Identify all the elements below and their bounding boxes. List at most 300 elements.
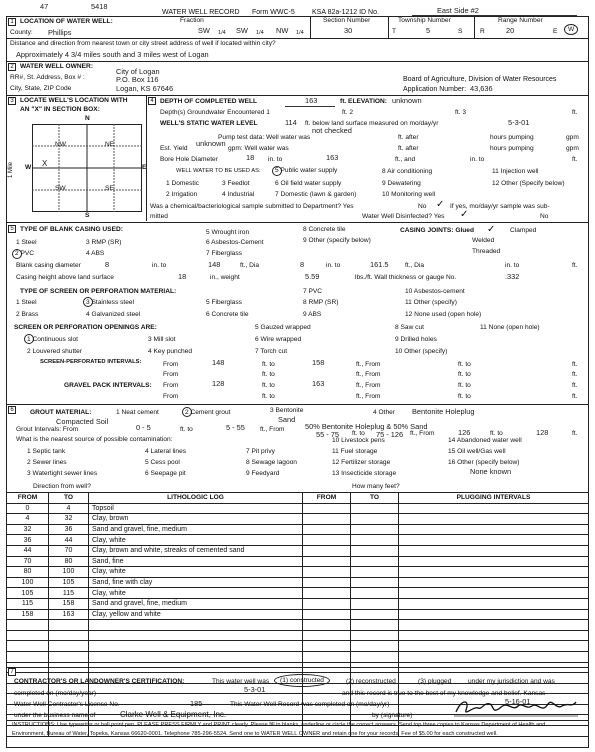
log-from-cell: 36 xyxy=(7,535,49,546)
use-7[interactable]: 7 Domestic (lawn & garden) xyxy=(275,191,357,198)
instructions-1: INSTRUCTIONS: Use typewriter or ball point pen. PLEASE PRESS FIRMLY and PRINT clearly. Please fill in blanks, underline or circle the correct answers. Send top three copies to Kansas Department of Health and xyxy=(12,722,546,728)
diameter-to-1: 148 xyxy=(208,260,221,269)
plug-to-cell xyxy=(351,545,399,556)
log-to-cell: 100 xyxy=(49,567,89,578)
cert-true-record: and this record is true to the best of my knowledge and belief. Kansas xyxy=(342,690,546,697)
opening-10[interactable]: 10 Other (specify) xyxy=(395,348,448,355)
ksa-label: KSA 82a-1212 ID No. xyxy=(312,9,379,16)
log-to-cell xyxy=(49,641,89,652)
log-header-plug-from: FROM xyxy=(303,493,351,504)
township-s: S xyxy=(458,28,463,35)
source-9[interactable]: 9 Feedyard xyxy=(246,470,280,477)
screen-8[interactable]: 8 RMP (SR) xyxy=(303,299,339,306)
plug-interval-cell xyxy=(399,609,589,620)
not-checked: not checked xyxy=(312,126,352,135)
cert-record-date: 5-16-01 xyxy=(505,697,531,706)
table-row xyxy=(7,556,589,567)
log-to-cell xyxy=(49,630,89,641)
log-from-cell: 115 xyxy=(7,598,49,609)
yield-label: Est. Yield xyxy=(160,145,188,152)
elevation-value: unknown xyxy=(392,96,422,105)
address-label: RR#, St. Address, Box # : xyxy=(10,74,85,81)
opening-8[interactable]: 8 Saw cut xyxy=(395,324,424,331)
opening-11[interactable]: 11 None (open hole) xyxy=(480,324,540,331)
source-13[interactable]: 13 Insecticide storage xyxy=(332,470,397,477)
perforated-from-label-2: From xyxy=(163,371,179,378)
use-5[interactable]: 5 Public water supply xyxy=(275,167,338,174)
use-11[interactable]: 11 Injection well xyxy=(492,168,539,175)
plug-to-cell xyxy=(351,535,399,546)
screen-4[interactable]: 4 Galvanized steel xyxy=(86,311,141,318)
source-1[interactable]: 1 Septic tank xyxy=(27,448,66,455)
cert-constructed[interactable]: (1) constructed xyxy=(280,677,324,684)
id-number: East Side #2 xyxy=(437,6,479,15)
casing-type-1[interactable]: 1 Steel xyxy=(16,239,37,246)
log-to-cell: 4 xyxy=(49,503,89,514)
source-15[interactable]: 15 Oil well/Gas well xyxy=(448,448,506,455)
grout-interval-3a: 126 xyxy=(458,428,471,437)
grout-other-value: Bentonite Holeplug xyxy=(412,407,475,416)
plug-from-cell xyxy=(303,545,351,556)
grout-compacted: Compacted Soil xyxy=(56,417,109,426)
use-2[interactable]: 2 Irrigation xyxy=(166,191,198,198)
perforated-ft-2: ft. xyxy=(572,371,578,378)
screen-12[interactable]: 12 None used (open hole) xyxy=(405,311,482,318)
gravel-ft-to: ft. to xyxy=(262,382,275,389)
plug-interval-cell xyxy=(399,630,589,641)
log-to-cell: 70 xyxy=(49,545,89,556)
plug-from-cell xyxy=(303,556,351,567)
plug-to-cell xyxy=(351,514,399,525)
none-known: None known xyxy=(470,467,512,476)
chem-question: Was a chemical/bacteriological sample submitted to Department? Yes xyxy=(150,203,354,210)
log-to-cell xyxy=(49,651,89,662)
fraction-3: NW xyxy=(276,26,289,35)
gw-ft3: ft. 3 xyxy=(455,109,466,116)
log-from-cell: 70 xyxy=(7,556,49,567)
cert-plugged[interactable]: (3) plugged xyxy=(418,678,452,685)
bore-in-to-2: in. to xyxy=(470,156,485,163)
gravel-from-label-2: From xyxy=(163,393,179,400)
grout-interval-1a: 0 - 5 xyxy=(136,423,151,432)
screen-7[interactable]: 7 PVC xyxy=(303,288,323,295)
township-label: Township Number xyxy=(398,17,451,24)
range-e: E xyxy=(553,28,558,35)
log-from-cell: 0 xyxy=(7,503,49,514)
log-from-cell xyxy=(7,620,49,631)
section-7-num: 7 xyxy=(8,668,16,676)
log-description-cell: Clay, brown xyxy=(89,514,303,525)
plug-interval-cell xyxy=(399,620,589,631)
static-value: 114 xyxy=(285,118,297,127)
source-5[interactable]: 5 Cess pool xyxy=(145,459,180,466)
plug-to-cell xyxy=(351,524,399,535)
grid-ne: NE xyxy=(105,141,115,148)
joints-welded[interactable]: Welded xyxy=(472,237,495,244)
cert-reconstructed[interactable]: (2) reconstructed xyxy=(346,678,396,685)
header-num-mid: 5418 xyxy=(91,2,108,11)
cert-well-was: This water well was xyxy=(212,678,270,685)
board-label: Board of Agriculture, Division of Water Resources xyxy=(403,76,557,83)
chem-tail: If yes, mo/day/yr sample was sub- xyxy=(450,203,550,210)
log-from-cell: 4 xyxy=(7,514,49,525)
grout-3[interactable]: 3 Bentonite xyxy=(270,407,304,414)
yield-gpm: gpm xyxy=(566,145,579,152)
grout-1[interactable]: 1 Neat cement xyxy=(116,409,159,416)
perforated-ft-to-3: ft. to xyxy=(262,371,275,378)
section-number-label: Section Number xyxy=(323,17,371,24)
log-description-cell xyxy=(89,620,303,631)
table-row xyxy=(7,630,589,641)
chem-no[interactable]: No xyxy=(418,203,427,210)
grout-mix: 50% Bentonite Holeplug & 50% Sand xyxy=(305,422,428,431)
plug-to-cell xyxy=(351,641,399,652)
table-row xyxy=(7,514,589,525)
how-many-label: How many feet? xyxy=(352,483,400,490)
owner-label: WATER WELL OWNER: xyxy=(20,63,94,70)
log-description-cell: Clay, white xyxy=(89,535,303,546)
direction-label: Direction from well? xyxy=(33,483,91,490)
opening-4[interactable]: 4 Key punched xyxy=(148,348,192,355)
screen-1[interactable]: 1 Steel xyxy=(16,299,37,306)
screen-5[interactable]: 5 Fiberglass xyxy=(206,299,242,306)
gravel-to: 163 xyxy=(312,379,325,388)
county-value: Phillips xyxy=(48,28,72,37)
casing-type-4[interactable]: 4 ABS xyxy=(86,250,105,257)
disinfected-label: Water Well Disinfected? Yes xyxy=(362,213,445,220)
plug-from-cell xyxy=(303,651,351,662)
gravel-ft-to-3: ft. to xyxy=(262,393,275,400)
plug-interval-cell xyxy=(399,535,589,546)
chem-mitted: mitted xyxy=(150,213,168,220)
grout-ft-from-1: ft., From xyxy=(260,426,285,433)
distance-label: Distance and direction from nearest town or city street address of well if located within city? xyxy=(10,40,276,47)
screen-6[interactable]: 6 Concrete tile xyxy=(206,311,249,318)
plug-from-cell xyxy=(303,503,351,514)
perforated-ft: ft. xyxy=(572,361,578,368)
plug-to-cell xyxy=(351,503,399,514)
log-to-cell: 158 xyxy=(49,598,89,609)
use-12[interactable]: 12 Other (Specify below) xyxy=(492,180,565,187)
log-to-cell: 115 xyxy=(49,588,89,599)
screen-2[interactable]: 2 Brass xyxy=(16,311,39,318)
plug-to-cell xyxy=(351,556,399,567)
log-header-lithologic: LITHOLOGIC LOG xyxy=(89,493,303,504)
log-description-cell: Clay, brown and white, streaks of cemented sand xyxy=(89,545,303,556)
signature xyxy=(452,694,580,720)
table-row xyxy=(7,620,589,631)
casing-type-8[interactable]: 8 Concrete tile xyxy=(303,226,346,233)
pump-ft-after: ft. after xyxy=(398,134,419,141)
grout-interval-3b: 128 xyxy=(536,428,549,437)
use-label: WELL WATER TO BE USED AS: xyxy=(176,168,261,174)
grout-ft-to-2: ft. to xyxy=(352,430,365,437)
range-r: R xyxy=(480,28,485,35)
diameter-2: 8 xyxy=(300,260,305,269)
yield-value: unknown xyxy=(196,139,226,148)
log-from-cell: 158 xyxy=(7,609,49,620)
perforated-ft-from: ft., From xyxy=(356,361,381,368)
source-4[interactable]: 4 Lateral lines xyxy=(145,448,187,455)
log-to-cell: 105 xyxy=(49,577,89,588)
yield-ft-after: ft. after xyxy=(398,145,419,152)
plug-interval-cell xyxy=(399,524,589,535)
openings-label: SCREEN OR PERFORATION OPENINGS ARE: xyxy=(14,324,157,331)
cert-business-name: Clarke Well & Equipment, Inc. xyxy=(120,710,227,719)
county-label: County: xyxy=(10,29,33,36)
disinfected-check-icon: ✓ xyxy=(460,209,469,220)
source-3[interactable]: 3 Watertight sewer lines xyxy=(27,470,98,477)
section-6-num: 6 xyxy=(8,406,16,414)
bore-ft-and: ft., and xyxy=(395,156,416,163)
source-14[interactable]: 14 Abandoned water well xyxy=(448,437,522,444)
log-to-cell: 44 xyxy=(49,535,89,546)
source-6[interactable]: 6 Seepage pit xyxy=(145,470,186,477)
grout-ft-to-3: ft. to xyxy=(490,430,503,437)
chem-no-check-icon: ✓ xyxy=(436,199,445,210)
csz-label: City, State, ZIP Code xyxy=(10,85,72,92)
plug-interval-cell xyxy=(399,556,589,567)
source-2[interactable]: 2 Sewer lines xyxy=(27,459,67,466)
casing-type-5[interactable]: 5 Wrought iron xyxy=(206,229,250,236)
gravel-ft-from-2: ft., From xyxy=(356,393,381,400)
glued-check-icon: ✓ xyxy=(487,224,496,235)
pump-hours: hours pumping xyxy=(490,134,534,141)
app-number: 43,636 xyxy=(470,84,493,93)
log-to-cell: 32 xyxy=(49,514,89,525)
plug-interval-cell xyxy=(399,598,589,609)
fraction-label: Fraction xyxy=(180,17,204,24)
cert-completed-date: 5-3-01 xyxy=(244,685,266,694)
plug-from-cell xyxy=(303,588,351,599)
opening-5[interactable]: 5 Gauzed wrapped xyxy=(255,324,311,331)
range-number: 20 xyxy=(506,26,515,35)
log-from-cell: 44 xyxy=(7,545,49,556)
perforated-ft-to-4: ft. to xyxy=(458,371,471,378)
plug-from-cell xyxy=(303,609,351,620)
plug-interval-cell xyxy=(399,514,589,525)
wall-label: lbs./ft. Wall thickness or gauge No. xyxy=(355,274,457,281)
plug-interval-cell xyxy=(399,588,589,599)
diameter-in-to-3: in. to xyxy=(505,262,520,269)
static-label: WELL'S STATIC WATER LEVEL xyxy=(160,120,258,127)
opening-2[interactable]: 2 Louvered shutter xyxy=(27,348,82,355)
locate-label-2: AN "X" IN SECTION BOX: xyxy=(20,106,100,113)
grout-label: GROUT MATERIAL: xyxy=(30,409,92,416)
source-7[interactable]: 7 Pit privy xyxy=(246,448,275,455)
cert-completed-label: completed on (mo/day/year) xyxy=(14,690,97,697)
grid-s: S xyxy=(85,212,90,219)
joints-threaded[interactable]: Threaded xyxy=(472,248,501,255)
plug-interval-cell xyxy=(399,503,589,514)
log-description-cell: Clay, white xyxy=(89,588,303,599)
diameter-to-2: 161.5 xyxy=(370,260,389,269)
source-10[interactable]: 10 Livestock pens xyxy=(332,437,385,444)
table-row xyxy=(7,598,589,609)
use-9[interactable]: 9 Dewatering xyxy=(382,180,421,187)
grid-se: SE xyxy=(105,185,114,192)
fraction-2: SW xyxy=(236,26,248,35)
diameter-in-to: in. to xyxy=(152,262,167,269)
section-1-num: 1 xyxy=(8,18,16,26)
log-description-cell: Sand and gravel, fine, medium xyxy=(89,524,303,535)
instructions-2: Environment, Bureau of Water, Topeka, Kansas 66620-0001. Telephone 785-296-5524. Send one to WATER WELL OWNER and retain one for your records. Fee of $5.00 for each constructed well. xyxy=(12,731,498,737)
gravel-ft: ft. xyxy=(572,382,578,389)
section-4-num: 4 xyxy=(148,97,156,105)
log-from-cell xyxy=(7,651,49,662)
bore-ft: ft. xyxy=(572,156,578,163)
opening-9[interactable]: 9 Drilled holes xyxy=(395,336,437,343)
mile-label: 1 Mile xyxy=(8,161,14,178)
owner-name: City of Logan xyxy=(116,67,160,76)
casing-label: TYPE OF BLANK CASING USED: xyxy=(20,226,123,233)
fraction-2-unit: 1/4 xyxy=(256,30,264,36)
cert-license-number: 185 xyxy=(190,699,203,708)
cert-license-label: Water Well Contractor's License No. xyxy=(14,701,120,708)
diameter-ft: ft. xyxy=(572,262,578,269)
diameter-ft-dia-2: ft., Dia xyxy=(405,262,425,269)
section-grid[interactable] xyxy=(32,124,142,212)
gravel-from: 128 xyxy=(212,379,225,388)
log-from-cell: 32 xyxy=(7,524,49,535)
disinfected-no[interactable]: No xyxy=(540,213,549,220)
use-8[interactable]: 8 Air conditioning xyxy=(382,168,433,175)
wall-value: .332 xyxy=(505,272,520,281)
log-to-cell: 163 xyxy=(49,609,89,620)
gravel-ft-to-2: ft. to xyxy=(458,382,471,389)
bore-label: Bore Hole Diameter xyxy=(160,156,218,163)
casing-type-2[interactable]: 2 PVC xyxy=(15,250,35,257)
cert-record-completed: This Water Well Record was completed on (mo/day/yr) xyxy=(230,701,390,708)
perforated-from-label: From xyxy=(163,361,179,368)
township-number: 5 xyxy=(426,26,431,35)
diameter-in-to-2: in. to xyxy=(326,262,341,269)
opening-3[interactable]: 3 Mill slot xyxy=(148,336,176,343)
plug-interval-cell xyxy=(399,577,589,588)
location-label: LOCATION OF WATER WELL: xyxy=(20,18,113,25)
plug-from-cell xyxy=(303,620,351,631)
use-6[interactable]: 6 Oil field water supply xyxy=(275,180,342,187)
address-value: P.O. Box 116 xyxy=(116,75,159,84)
gw-ft2: ft. 2 xyxy=(342,109,353,116)
section-3-num: 3 xyxy=(8,97,16,105)
gravel-from-label: From xyxy=(163,382,179,389)
log-to-cell: 36 xyxy=(49,524,89,535)
depth-label: DEPTH OF COMPLETED WELL xyxy=(160,98,258,105)
perforated-from: 148 xyxy=(212,358,225,367)
grid-nw: NW xyxy=(55,141,66,148)
gw-ft: ft. xyxy=(572,109,578,116)
screen-10[interactable]: 10 Asbestos-cement xyxy=(405,288,465,295)
screen-11[interactable]: 11 Other (specify) xyxy=(405,299,457,306)
screen-3[interactable]: 3 Stainless steel xyxy=(86,299,135,306)
screen-9[interactable]: 9 ABS xyxy=(303,311,322,318)
gravel-ft-from: ft., From xyxy=(356,382,381,389)
grid-e: E xyxy=(142,164,147,171)
plug-from-cell xyxy=(303,567,351,578)
plug-interval-cell xyxy=(399,545,589,556)
table-row xyxy=(7,503,589,514)
use-4[interactable]: 4 Industrial xyxy=(222,191,255,198)
table-row xyxy=(7,535,589,546)
plug-to-cell xyxy=(351,567,399,578)
joints-clamped[interactable]: Clamped xyxy=(510,227,537,234)
plug-to-cell xyxy=(351,598,399,609)
plug-to-cell xyxy=(351,620,399,631)
yield-hours: hours pumping xyxy=(490,145,534,152)
plug-to-cell xyxy=(351,630,399,641)
casing-type-6[interactable]: 6 Asbestos-Cement xyxy=(206,239,264,246)
opening-7[interactable]: 7 Torch cut xyxy=(255,348,288,355)
source-16[interactable]: 16 Other (specify below) xyxy=(448,459,520,466)
log-from-cell: 100 xyxy=(7,577,49,588)
gravel-ft-2: ft. xyxy=(572,393,578,400)
use-3[interactable]: 3 Feedlot xyxy=(222,180,250,187)
range-label: Range Number xyxy=(498,17,543,24)
distance-value: Approximately 4 3/4 miles south and 3 miles west of Logan xyxy=(16,50,209,59)
log-description-cell: Sand, fine with clay xyxy=(89,577,303,588)
casing-type-9[interactable]: 9 Other (specify below) xyxy=(303,237,371,244)
grout-2[interactable]: 2 Cement grout xyxy=(185,409,231,416)
static-tail: ft. below land surface measured on mo/day/yr xyxy=(305,120,439,127)
grout-intervals-label: Grout Intervals: From xyxy=(16,426,79,433)
grout-4[interactable]: 4 Other xyxy=(373,409,395,416)
use-1[interactable]: 1 Domestic xyxy=(166,180,199,187)
plug-to-cell xyxy=(351,577,399,588)
use-10[interactable]: 10 Monitoring well xyxy=(382,191,436,198)
source-11[interactable]: 11 Fuel storage xyxy=(332,448,378,455)
log-from-cell: 80 xyxy=(7,567,49,578)
height-value: 18 xyxy=(178,272,187,281)
grout-ft: ft. xyxy=(572,430,578,437)
well-location-x: X xyxy=(42,159,48,168)
table-row xyxy=(7,545,589,556)
page-title: WATER WELL RECORD xyxy=(162,9,240,16)
log-from-cell xyxy=(7,641,49,652)
opening-6[interactable]: 6 Wire wrapped xyxy=(255,336,302,343)
plug-to-cell xyxy=(351,609,399,620)
log-description-cell: Sand and gravel, fine, medium xyxy=(89,598,303,609)
grid-w: W xyxy=(25,164,32,171)
source-8[interactable]: 8 Sewage lagoon xyxy=(246,459,297,466)
section-5-num: 5 xyxy=(8,225,16,233)
gravel-ft-to-4: ft. to xyxy=(458,393,471,400)
csz-value: Logan, KS 67646 xyxy=(116,84,174,93)
section-number: 30 xyxy=(344,26,353,35)
grout-sand: Sand xyxy=(278,415,296,424)
log-header-from: FROM xyxy=(7,493,49,504)
source-12[interactable]: 12 Fertilizer storage xyxy=(332,459,391,466)
plug-from-cell xyxy=(303,524,351,535)
perforated-ft-to-2: ft. to xyxy=(458,361,471,368)
grout-interval-1b: 5 - 55 xyxy=(226,423,245,432)
casing-type-7[interactable]: 7 Fiberglass xyxy=(206,250,242,257)
bore-diameter: 18 xyxy=(246,153,255,162)
plug-from-cell xyxy=(303,577,351,588)
township-t: T xyxy=(392,28,397,35)
pump-label: Pump test data: Well water was xyxy=(218,134,311,141)
casing-type-3[interactable]: 3 RMP (SR) xyxy=(86,239,122,246)
fraction-1: SW xyxy=(198,26,210,35)
log-header-to: TO xyxy=(49,493,89,504)
opening-1[interactable]: 1 Continuous slot xyxy=(27,336,78,343)
plug-interval-cell xyxy=(399,651,589,662)
log-description-cell: Sand, fine xyxy=(89,556,303,567)
log-header-plugging: PLUGGING INTERVALS xyxy=(399,493,589,504)
log-from-cell: 105 xyxy=(7,588,49,599)
fraction-1-unit: 1/4 xyxy=(218,30,226,36)
joints-label: CASING JOINTS: Glued xyxy=(400,227,475,234)
